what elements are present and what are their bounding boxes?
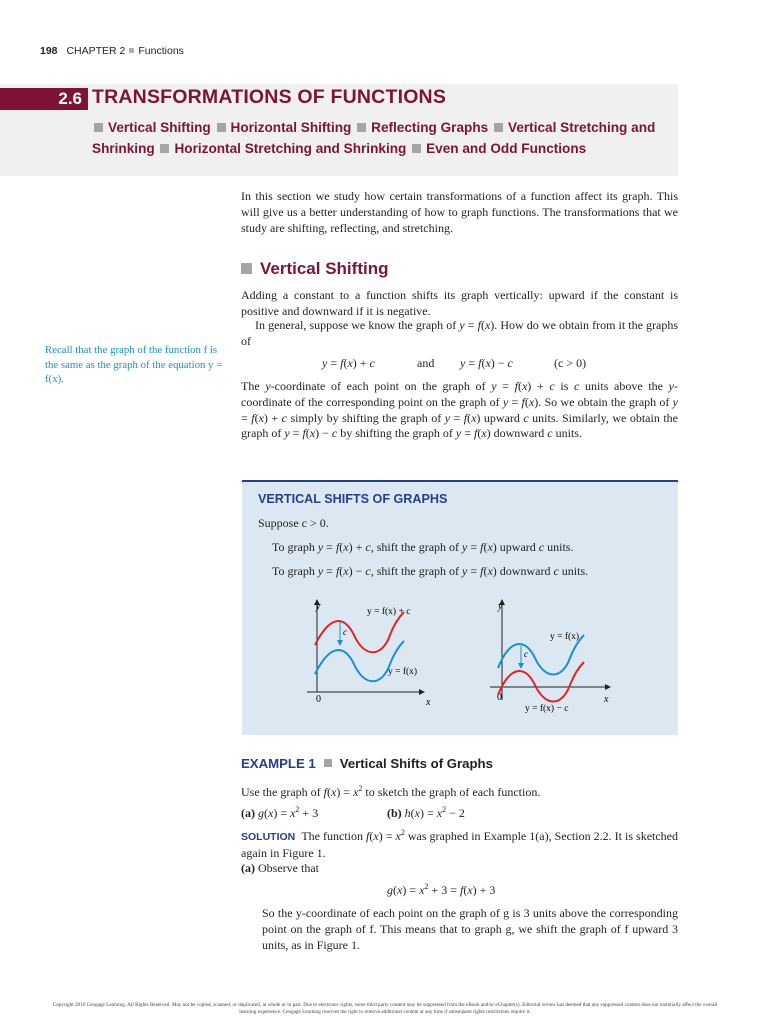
topic-item: Reflecting Graphs [371,120,489,135]
topic-item: Vertical Stretching and Shrinking [92,120,656,156]
heading-square-icon [241,263,252,274]
example-label: EXAMPLE 1 [241,756,316,771]
section-topics [92,117,662,159]
c-label: c [343,627,347,637]
upper-curve-label: y = f(x) [550,632,580,642]
y-axis-label: y [498,601,503,612]
box-rule-downward: To graph y = f(x) − c, shift the graph of y = f(x) downward c units. [272,564,589,578]
shift-graphs [242,590,678,730]
solution-label: SOLUTION [241,831,296,843]
topic-square-icon [217,123,226,132]
margin-note: Recall that the graph of the function f is the same as the graph of the equation y = f(x). [45,344,223,385]
topic-item: Vertical Shifting [108,120,211,135]
example-title: Vertical Shifts of Graphs [339,756,493,771]
condition: (c > 0) [554,356,587,370]
box-title: VERTICAL SHIFTS OF GRAPHS [258,492,448,506]
topic-square-icon [357,123,366,132]
c-label: c [524,649,528,659]
topic-item: Even and Odd Functions [426,141,587,156]
running-head [40,45,184,57]
example-heading [241,756,493,771]
example-task: Use the graph of $f(x) = x^2$ to sketch the graph of each function. [241,784,541,799]
solution-explanation: So the y-coordinate of each point on the graph of g is 3 units above the corresponding point on the graph of f. This means that to graph g, we shift the graph of f upward 3 units, as in Figure 1. [262,906,678,952]
display-equation: $g(x) = x^2 + 3 = f(x) + 3$ [387,882,496,897]
subsection-title: Vertical Shifting [260,259,389,278]
box-rule-upward: To graph y = f(x) + c, shift the graph of y = f(x) upward c units. [272,540,574,554]
topic-square-icon [94,123,103,132]
graph-upward-shift [307,601,431,708]
solution-paragraph: SOLUTION The function $f(x) = x^2$ was graphed in Example 1(a), Section 2.2. It is sketched again in Figure 1. [241,828,679,860]
vertical-shift-paragraph-3: The y-coordinate of each point on the graph of y = f(x) + c is c units above the y-coordinate of the corresponding point on the graph of y = f(x). So we obtain the graph of y = f(x) + c simply by shifting the graph of y = f(x) upward c units. Similarly, we obtain the graph of y = f(x) − c by shifting the graph of y = f(x) downward c units. [241,379,678,441]
separator-square-icon [129,48,134,53]
topic-square-icon [494,123,503,132]
origin-label: 0 [316,694,321,705]
box-suppose: Suppose c > 0. [258,516,329,530]
x-axis-label: x [604,694,609,705]
lower-curve-label: y = f(x) [388,667,418,677]
example-part-b: (b) $h(x) = x^2 - 2$ [387,805,465,820]
intro-paragraph: In this section we study how certain transformations of a function affect its graph. This will give us a better understanding of how to graph functions. The transformations that we study are shifting, reflecting, and stretching. [241,189,678,235]
example-square-icon [324,759,332,767]
copyright-footer: Copyright 2016 Cengage Learning. All Rights Reserved. May not be copied, scanned, or duplicated, in whole or in part. Due to electronic rights, some third party content may be suppressed from the eBook and/or eChapter(s). Editorial review has deemed that any suppressed content does not materially affect the overall learning experience. Cengage Learning reserves the right to remove additional content at any time if subsequent rights restrictions require it. [52,1002,718,1015]
upper-curve-label: y = f(x) + c [367,607,411,617]
x-axis-label: x [426,697,431,708]
shifted-up-curve [315,612,404,652]
topic-item: Horizontal Shifting [230,120,352,135]
section-title: TRANSFORMATIONS OF FUNCTIONS [92,86,447,108]
chapter-title: Functions [138,45,184,57]
origin-label: 0 [497,692,502,703]
section-number: 2.6 [0,88,88,110]
vertical-shift-paragraph-1: Adding a constant to a function shifts its graph vertically: upward if the constant is positive and downward if it is negative. [241,288,678,318]
and-word: and [417,356,435,370]
graph-downward-shift [490,601,609,714]
chapter-label: CHAPTER 2 [66,45,126,57]
vertical-shift-paragraph-2: In general, suppose we know the graph of y = f(x). How do we obtain from it the graphs of [241,318,678,348]
topic-square-icon [160,144,169,153]
display-equation: y = f(x) − c [460,356,513,370]
lower-curve-label: y = f(x) − c [525,704,569,714]
topic-square-icon [412,144,421,153]
example-part-a: (a) $g(x) = x^2 + 3$ [241,805,319,820]
page-number: 198 [40,45,58,57]
display-equation: y = f(x) + c [322,356,375,370]
solution-part-a: (a) Observe that [241,861,319,875]
topic-item: Horizontal Stretching and Shrinking [174,141,407,156]
subsection-heading [241,259,388,279]
y-axis-label: y [316,601,321,612]
